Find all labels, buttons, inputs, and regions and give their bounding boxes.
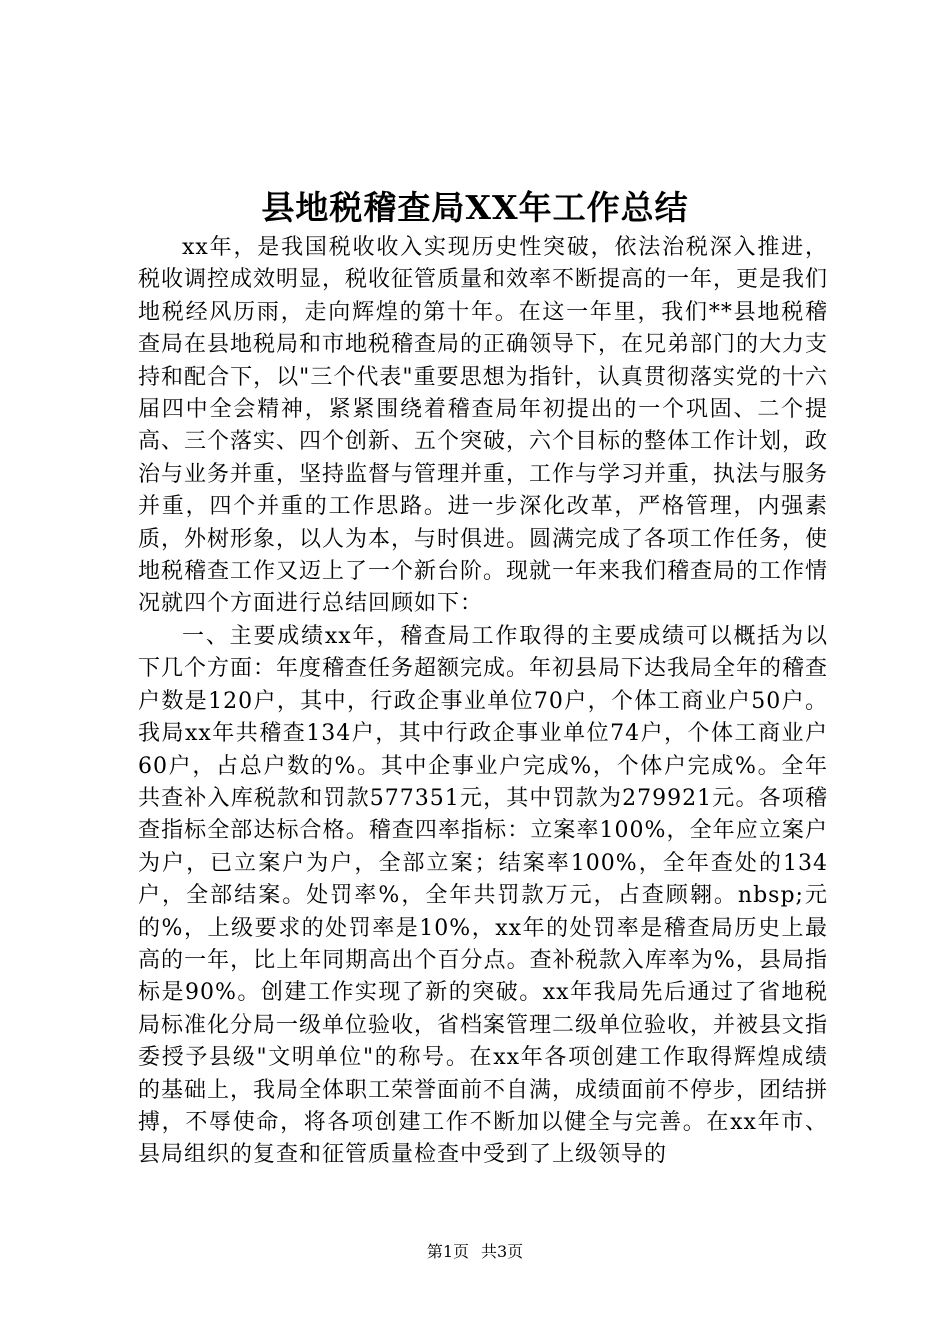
paragraph-achievements: 一、主要成绩xx年，稽查局工作取得的主要成绩可以概括为以下几个方面：年度稽查任务超额完成。年初县局下达我局全年的稽查户数是120户，其中，行政企事业单位70户，个体工商业户50户。我局xx年共稽查134户，其中行政企事业单位74户，个体工商业户60户，占总户数的%。其中企事业户完成%，个体户完成%。全年共查补入库税款和罚款577351元，其中罚款为279921元。各项稽查指标全部达标合格。稽查四率指标：立案率100%，全年应立案户为户，已立案户为户，全部立案；结案率100%，全年查处的134户，全部结案。处罚率%，全年共罚款万元，占查顾翱。nbsp;元的%，上级要求的处罚率是10%，xx年的处罚率是稽查局历史上最高的一年，比上年同期高出个百分点。查补税款入库率为%，县局指标是90%。创建工作实现了新的突破。xx年我局先后通过了省地税局标准化分局一级单位验收，省档案管理二级单位验收，并被县文指委授予县级"文明单位"的称号。在xx年各项创建工作取得辉煌成绩的基础上，我局全体职工荣誉面前不自满，成绩面前不停步，团结拼搏，不辱使命，将各项创建工作不断加以健全与完善。在xx年市、县局组织的复查和征管质量检查中受到了上级领导的 [138, 623, 829, 1168]
page-number: 第1页 [426, 1242, 469, 1261]
document-title: 县地税稽查局XX年工作总结 [261, 188, 689, 227]
page-footer [0, 1241, 950, 1263]
page-total: 共3页 [481, 1242, 524, 1261]
document-body [138, 232, 828, 1172]
paragraph-intro: xx年，是我国税收收入实现历史性突破，依法治税深入推进，税收调控成效明显，税收征管质量和效率不断提高的一年，更是我们地税经风历雨，走向辉煌的第十年。在这一年里，我们**县地税稽查局在县地税局和市地税稽查局的正确领导下，在兄弟部门的大力支持和配合下，以"三个代表"重要思想为指针，认真贯彻落实党的十六届四中全会精神，紧紧围绕着稽查局年初提出的一个巩固、二个提高、三个落实、四个创新、五个突破，六个目标的整体工作计划，政治与业务并重，坚持监督与管理并重，工作与学习并重，执法与服务并重，四个并重的工作思路。进一步深化改革，严格管理，内强素质，外树形象，以人为本，与时俱进。圆满完成了各项工作任务，使地税稽查工作又迈上了一个新台阶。现就一年来我们稽查局的工作情况就四个方面进行总结回顾如下： [138, 235, 829, 617]
